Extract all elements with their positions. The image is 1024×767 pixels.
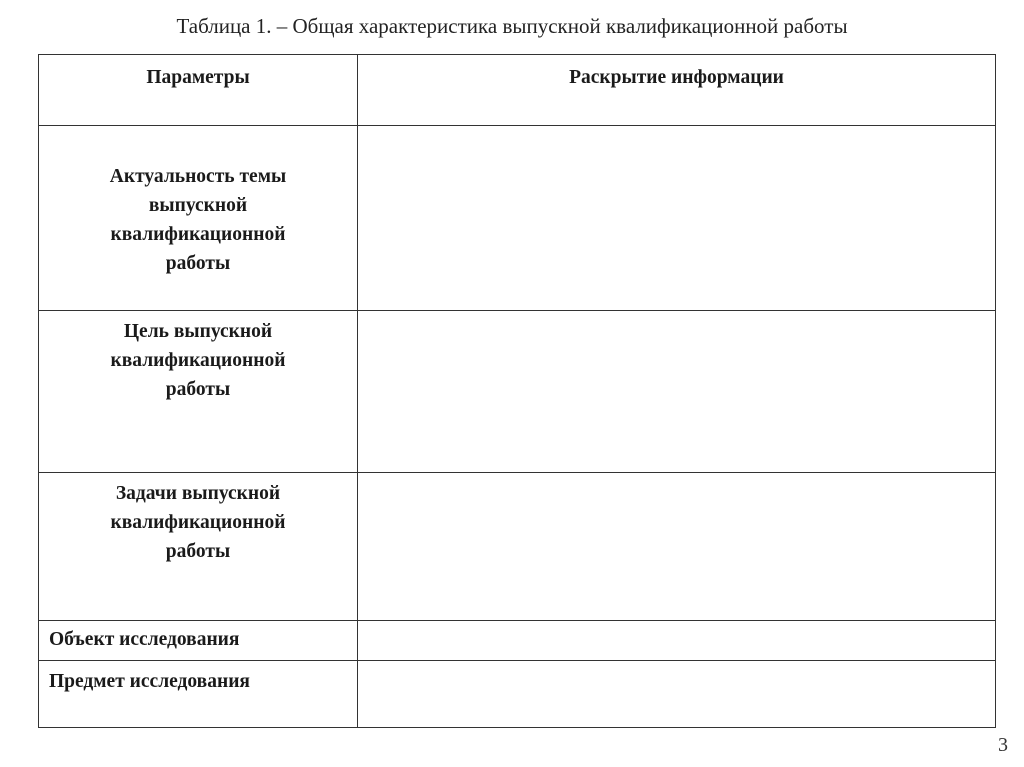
param-cell-relevance xyxy=(39,126,358,311)
param-cell-subject xyxy=(39,661,358,728)
header-info xyxy=(358,55,996,126)
table-caption: Таблица 1. – Общая характеристика выпускной квалификационной работы xyxy=(176,14,848,38)
param-cell-tasks xyxy=(39,473,358,621)
info-cell-goal[interactable] xyxy=(358,311,996,473)
param-cell-goal xyxy=(39,311,358,473)
header-params xyxy=(39,55,358,126)
param-label: Задачи выпускной квалификационной работы xyxy=(110,483,286,562)
header-info-label: Раскрытие информации xyxy=(569,67,784,88)
param-cell-object xyxy=(39,621,358,661)
table-row xyxy=(39,126,996,311)
table-row xyxy=(39,311,996,473)
param-label: Предмет исследования xyxy=(49,671,250,692)
table-row xyxy=(39,621,996,661)
info-cell-relevance[interactable] xyxy=(358,126,996,311)
param-label: Актуальность темы выпускной квалификационной работы xyxy=(109,166,287,274)
table-row xyxy=(39,473,996,621)
info-cell-object[interactable] xyxy=(358,621,996,661)
table-row xyxy=(39,661,996,728)
page-number: 3 xyxy=(998,734,1008,756)
header-params-label: Параметры xyxy=(146,67,250,88)
param-label: Объект исследования xyxy=(49,629,240,650)
info-cell-subject[interactable] xyxy=(358,661,996,728)
table-header-row xyxy=(39,55,996,126)
param-label: Цель выпускной квалификационной работы xyxy=(110,321,286,400)
info-cell-tasks[interactable] xyxy=(358,473,996,621)
characteristics-table xyxy=(38,54,996,728)
